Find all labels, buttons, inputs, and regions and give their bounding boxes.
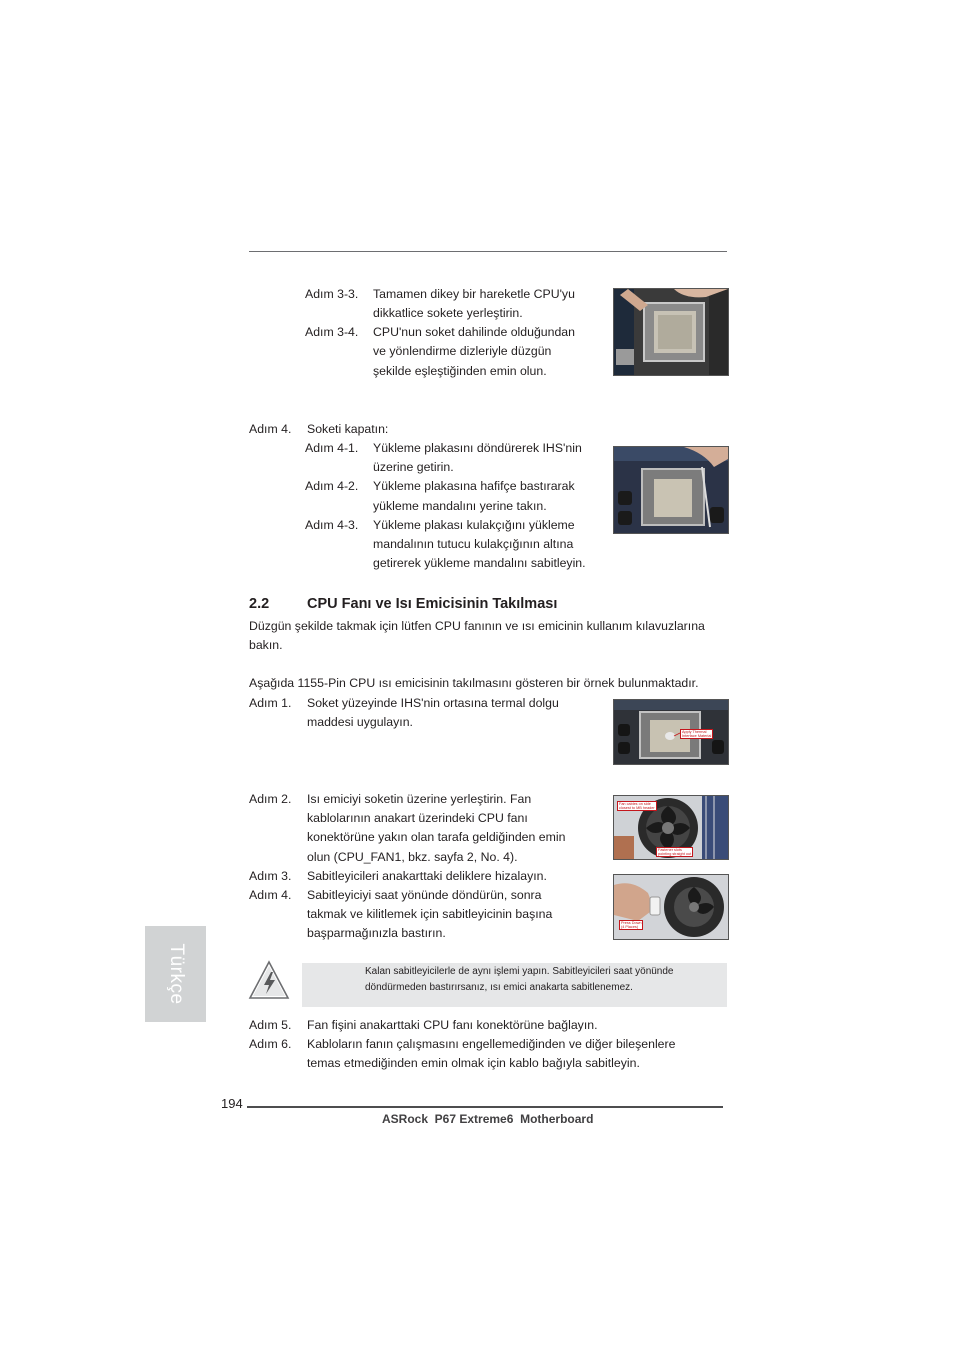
fan-step-4-label: Adım 4. [249,888,292,902]
fan-step-3-label: Adım 3. [249,869,292,883]
step-4-3-text: Yükleme plakası kulakçığını yükleme [373,518,575,532]
thermal-paste-photo [613,699,729,765]
fan-step-2-label: Adım 2. [249,792,292,806]
section-number: 2.2 [249,596,270,612]
step-4-2-label: Adım 4-2. [305,479,359,493]
fan-cables-tag: Fan cables on side closest to MB header [619,802,655,811]
heatsink-placement-photo [613,795,729,860]
press-down-tag: Press Down (4 Places) [621,921,642,930]
caution-note-text: döndürmeden bastırırsanız, ısı emici anakarta sabitlenemez. [365,982,633,993]
step-4-3-text: mandalının tutucu kulakçığının altına [373,537,574,551]
step-3-4-text: şekilde eşleştiğinden emin olun. [373,364,547,378]
fan-step-1-text: Soket yüzeyinde IHS'nin ortasına termal dolgu [307,696,559,710]
step-3-3-text: Tamamen dikey bir hareketle CPU'yu [373,287,575,301]
step-3-4-label: Adım 3-4. [305,325,359,339]
fan-step-2-text: kablolarının anakart üzerindeki CPU fanı [307,811,528,825]
press-down-photo [613,874,729,940]
step-4-1-label: Adım 4-1. [305,441,359,455]
fan-step-3-text: Sabitleyicileri anakarttaki deliklere hizalayın. [307,869,547,883]
fan-step-4-text: takmak ve kilitlemek için sabitleyicinin başına [307,907,553,921]
step-4-2-text: yükleme mandalını yerine takın. [373,499,547,513]
fan-step-6-label: Adım 6. [249,1037,292,1051]
fan-step-2-text: olun (CPU_FAN1, bkz. sayfa 2, No. 4). [307,850,518,864]
step-4-label: Adım 4. [249,422,292,436]
fan-step-1-text: maddesi uygulayın. [307,715,413,729]
fan-step-5-text: Fan fişini anakarttaki CPU fanı konektörüne bağlayın. [307,1018,598,1032]
fan-step-6-text: temas etmediğinden emin olmak için kablo bağıyla sabitleyin. [307,1056,640,1070]
header-rule [249,251,727,252]
section-intro: bakın. [249,638,283,652]
fan-step-4-text: başparmağınızla bastırın. [307,926,446,940]
section-example: Aşağıda 1155-Pin CPU ısı emicisinin takılmasını gösteren bir örnek bulunmaktadır. [249,676,699,690]
fan-step-5-label: Adım 5. [249,1018,292,1032]
section-title: CPU Fanı ve Isı Emicisinin Takılması [307,596,558,612]
language-label: Türkçe [165,943,187,1005]
section-intro: Düzgün şekilde takmak için lütfen CPU fanının ve ısı emicinin kullanım kılavuzlarına [249,619,705,633]
page-number: 194 [221,1096,243,1111]
step-3-4-text: CPU'nun soket dahilinde olduğundan [373,325,575,339]
step-3-4-text: ve yönlendirme dizleriyle düzgün [373,344,552,358]
step-4-1-text: üzerine getirin. [373,460,454,474]
socket-close-photo [613,446,729,534]
fan-step-4-text: Sabitleyiciyi saat yönünde döndürün, sonra [307,888,542,902]
step-4-3-text: getirerek yükleme mandalını sabitleyin. [373,556,586,570]
warning-icon [248,960,290,1000]
fan-step-2-text: konektörüne yakın olan tarafa geldiğinden emin [307,830,566,844]
footer-rule [247,1106,723,1108]
thermal-material-tag: Apply Thermal Interface Material [682,730,712,739]
step-4-3-label: Adım 4-3. [305,518,359,532]
step-4-1-text: Yükleme plakasını döndürerek IHS'nin [373,441,582,455]
step-3-3-text: dikkatlice sokete yerleştirin. [373,306,523,320]
cpu-insertion-photo [613,288,729,376]
language-side-tab [145,926,206,1022]
step-3-3-label: Adım 3-3. [305,287,359,301]
footer-product-name: ASRock P67 Extreme6 Motherboard [382,1112,594,1126]
step-4-title: Soketi kapatın: [307,422,389,436]
fan-step-6-text: Kabloların fanın çalışmasını engellemediğinden ve diğer bileşenlere [307,1037,676,1051]
fan-step-1-label: Adım 1. [249,696,292,710]
fastener-slots-tag: Fastener slots pointing straight out [658,848,692,857]
step-4-2-text: Yükleme plakasına hafifçe bastırarak [373,479,575,493]
caution-note-text: Kalan sabitleyicilerle de aynı işlemi yapın. Sabitleyicileri saat yönünde [365,966,674,977]
fan-step-2-text: Isı emiciyi soketin üzerine yerleştirin. Fan [307,792,532,806]
